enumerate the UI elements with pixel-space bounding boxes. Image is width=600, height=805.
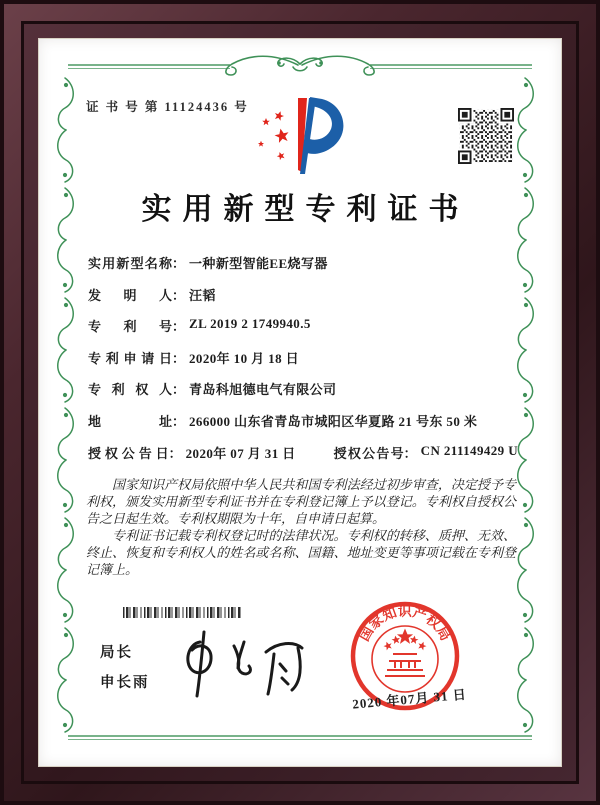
left-border-scrolls xyxy=(52,76,80,736)
field-label: 专利权人 xyxy=(88,382,172,398)
field-label: 专利号 xyxy=(88,319,172,335)
field-value: 266000 山东省青岛市城阳区华夏路 21 号东 50 米 xyxy=(189,413,478,429)
field-row-name xyxy=(88,253,518,271)
director-signature xyxy=(178,628,308,700)
director-name: 申长雨 xyxy=(100,675,150,691)
colon: ： xyxy=(172,256,186,271)
field-value: ZL 2019 2 1749940.5 xyxy=(189,316,311,332)
field-row-filing-date xyxy=(88,348,518,366)
top-border-ornament xyxy=(60,50,540,84)
certificate-title: 实用新型专利证书 xyxy=(141,193,470,226)
field-label: 授权公告日 xyxy=(88,445,169,461)
field-value: CN 211149429 U xyxy=(420,442,518,458)
field-row-grant xyxy=(88,443,518,461)
field-row-patentee xyxy=(88,379,518,397)
field-value: 一种新型智能EE烧写器 xyxy=(189,256,328,271)
field-label: 实用新型名称 xyxy=(88,256,172,271)
colon: ： xyxy=(168,445,182,461)
seal-date: 2020 年07月 31 日 xyxy=(351,686,468,712)
field-label: 地址 xyxy=(88,413,172,429)
bottom-border-line xyxy=(60,732,540,744)
field-label: 授权公告号 xyxy=(333,445,404,461)
field-row-address xyxy=(88,411,518,429)
colon: ： xyxy=(172,413,186,429)
director-block xyxy=(100,641,150,701)
field-value: 2020年 10 月 18 日 xyxy=(189,350,300,366)
legal-paragraph-2: 专利证书记载专利权登记时的法律状况。专利权的转移、质押、无效、终止、恢复和专利权人的姓名或名称、国籍、地址变更等事项记载在专利登记簿上。 xyxy=(86,528,516,577)
seal-text: 国家知识产权局 xyxy=(356,603,454,644)
national-emblem-icon xyxy=(372,626,438,692)
field-label: 专利申请日 xyxy=(88,350,172,366)
cnipa-patent-logo-icon xyxy=(252,94,352,178)
field-value: 汪韬 xyxy=(189,287,216,303)
colon: ： xyxy=(172,382,186,398)
field-row-patent-number xyxy=(88,316,518,334)
legal-text xyxy=(86,476,516,578)
colon: ： xyxy=(403,445,417,461)
qr-code xyxy=(458,108,514,164)
field-label: 发明人 xyxy=(88,287,172,303)
field-list xyxy=(88,253,518,474)
director-title: 局长 xyxy=(100,645,133,661)
field-row-inventor xyxy=(88,285,518,303)
field-value: 2020年 07 月 31 日 xyxy=(185,445,296,461)
barcode xyxy=(123,607,241,618)
field-value: 青岛科旭德电气有限公司 xyxy=(189,382,337,398)
legal-paragraph-1: 国家知识产权局依照中华人民共和国专利法经过初步审查，决定授予专利权，颁发实用新型专利证书并在专利登记簿上予以登记。专利权自授权公告之日起生效。专利权期限为十年，自申请日起算。 xyxy=(86,477,516,526)
colon: ： xyxy=(172,350,186,366)
colon: ： xyxy=(172,287,186,303)
colon: ： xyxy=(172,319,186,335)
certificate-number: 证 书 号 第 11124436 号 xyxy=(86,100,249,114)
